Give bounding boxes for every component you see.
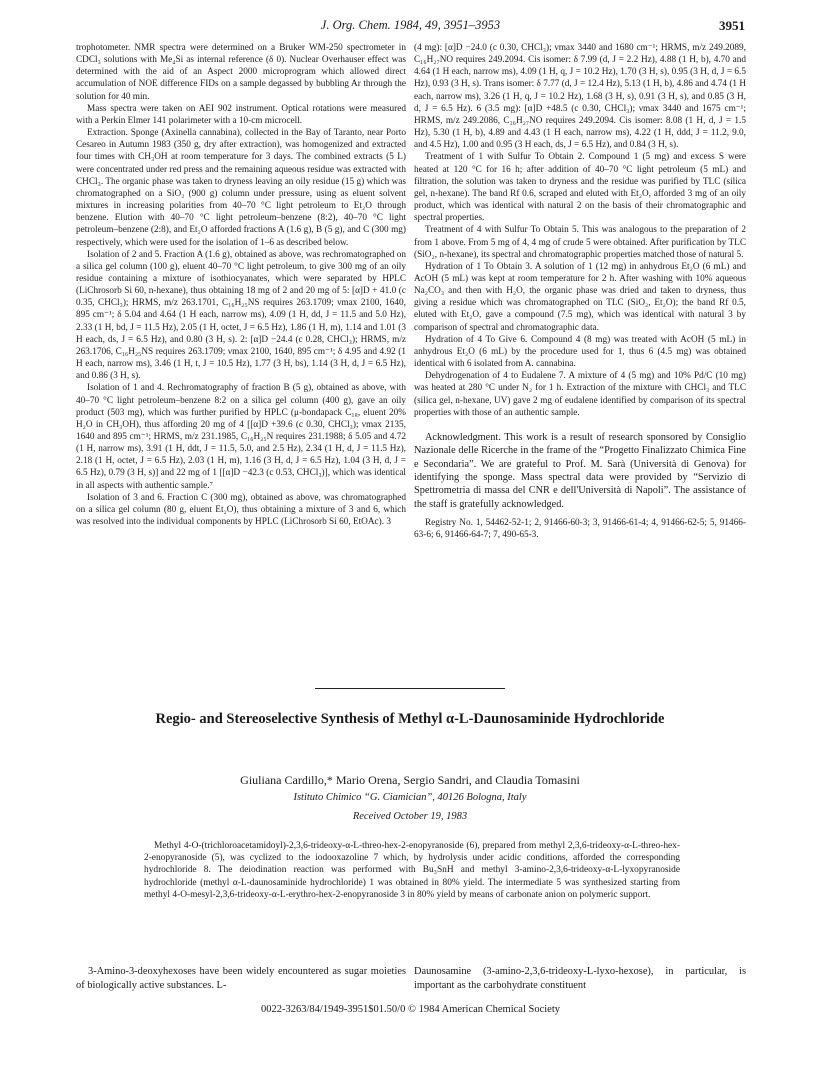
- acknowledgment: Acknowledgment. This work is a result of research sponsored by Consiglio Nazionale delle Ricerche in the frame of the “Progetto Finalizzato Chimica Fine e Secondaria”. We are grateful to Prof. M. Sarà (Università di Genova) for identifying the sponge. Mass spectral data were provided by “Servizio di Spettrometria di massa del CNR e dell'Università di Napoli”. The assistance of the staff is gratefully acknowledged.: [414, 431, 746, 510]
- page-header: [76, 16, 745, 36]
- intro-left-text: 3-Amino-3-deoxyhexoses have been widely encountered as sugar moieties of biologically active substances. L-: [76, 966, 406, 991]
- intro-right-text: Daunosamine (3-amino-2,3,6-trideoxy-L-lyxo-hexose), in particular, is important as the carbohydrate constituent: [414, 966, 746, 991]
- article-title: Regio- and Stereoselective Synthesis of Methyl α-L-Daunosaminide Hydrochloride: [155, 711, 665, 727]
- page-number: 3951: [719, 18, 745, 33]
- abstract-text: Methyl 4-O-(trichloroacetamidoyl)-2,3,6-trideoxy-α-L-threo-hex-2-enopyranoside (6), prepared from methyl 2,3,6-trideoxy-α-L-threo-hex-2-enopyranoside (5), was cyclized to the iodooxazoline 7 which, by hydrolysis under acidic conditions, afforded the corresponding hydrochloride 8. The deiodination reaction was performed with Bu₃SnH and methyl 3-amino-2,3,6-trideoxy-α-L-lyxopyranoside hydrochloride (methyl α-L-daunosaminide hydrochloride) 1 was obtained in 80% yield. The intermediate 5 was synthesized starting from methyl 4-O-mesyl-2,3,6-trideoxy-α-L-erythro-hex-2-enopyranoside 3 in 80% yield by means of carbonate anion on polymeric support.: [144, 841, 680, 900]
- paragraph-isolation-3-6: Isolation of 3 and 6. Fraction C (300 mg), obtained as above, was chromatographed on a silica gel column (80 g, eluent Et₂O), thus obtaining a mixture of 3 and 6, which was resolved into the individual components by HPLC (LiChrosorb Si 60, EtOAc). 3: [76, 492, 406, 528]
- article-affiliation: Istituto Chimico “G. Ciamician”, 40126 Bologna, Italy: [293, 792, 527, 803]
- paragraph-mass-spectra: Mass spectra were taken on AEI 902 instrument. Optical rotations were measured with a Perkin Elmer 141 polarimeter with a 10-cm microcell.: [76, 103, 406, 126]
- paragraph-compound-data: (4 mg): [α]D −24.0 (c 0.30, CHCl₃); νmax 3440 and 1680 cm⁻¹; HRMS, m/z 249.2089, C₁₆H₂₇NO requires 249.2094. Cis isomer: δ 7.99 (d, J = 2.2 Hz), 4.88 (1 H, b), 4.70 and 4.64 (1 H each, narrow ms), 4.09 (1 H, q, J = 10.2 Hz), 1.70 (3 H, s), 0.95 (3 H, d, J = 6.5 Hz), 0.93 (3 H, s). Trans isomer: δ 7.77 (d, J = 12.4 Hz), 5.13 (1 H, b), 4.86 and 4.74 (1 H each, narrow ms), 3.26 (1 H, q, J = 10.2 Hz), 1.68 (3 H, s), 0.91 (3 H, s), and 0.85 (3 H, d, J = 6.5 Hz). 6 (3.5 mg): [α]D +48.5 (c 0.30, CHCl₃); νmax 3440 and 1675 cm⁻¹; HRMS, m/z 249.2086, C₁₆H₂₇NO requires 249.2094. Cis isomer: 8.08 (1 H, d, J = 1.5 Hz), 5.30 (1 H, b), 4.89 and 4.43 (1 H each, narrow ms), 4.22 (1 H, ddd, J = 11.2, 9.0, and 4.5 Hz), 1.00 and 0.95 (3 H each, ds, J = 6.5 Hz), and 0.84 (3 H, s).: [414, 43, 747, 151]
- page-footer: 0022-3263/84/1949-3951$01.50/0 © 1984 American Chemical Society: [260, 1004, 561, 1015]
- paragraph-isolation-2-5: Isolation of 2 and 5. Fraction A (1.6 g), obtained as above, was rechromatographed on a silica gel column (100 g), eluent 40–70 °C light petroleum, to give 300 mg of an oily residue containing a mixture of isothiocyanates, which were separated by HPLC (LiChrosorb Si 60, n-hexane), thus obtaining 18 mg of 2 and 20 mg of 5: [α]D + 41.0 (c 0.35, CHCl₃); HRMS, m/z 263.1701, C₁₆H₂₅NS requires 263.1709; νmax 2100, 1640, 895 cm⁻¹; δ 5.04 and 4.64 (1 H each, narrow ms), 4.09 (1 H, dd, J = 11.5 and 5.0 Hz), 2.33 (1 H, bd, J = 11.5 Hz), 2.05 (1 H, octet, J = 6.5 Hz), 1.86 (1 H, m), 1.14 and 1.01 (3 H each, ds, J = 6.5 Hz), and 0.80 (3 H, s). 2: [α]D −24.4 (c 0.28, CHCl₃); HRMS, m/z 263.1706, C₁₆H₂₅NS requires 263.1709; νmax 2100, 1640, 895 cm⁻¹; δ 4.95 and 4.92 (1 H each, narrow ms), 3.46 (1 H, t, J = 10.5 Hz), 1.77 (3 H, bs), 1.14 (3 H, d, J = 6.5 Hz), and 0.86 (3 H, s).: [76, 249, 406, 382]
- journal-citation: J. Org. Chem. 1984, 49, 3951–3953: [320, 18, 501, 32]
- paragraph-hydration-1: Hydration of 1 To Obtain 3. A solution of 1 (12 mg) in anhydrous Et₂O (6 mL) and AcOH (5 mL) was kept at room temperature for 2 h. After washing with 10% aqueous Na₂CO₃ and then with H₂O, the organic phase was dried and taken to dryness, thus giving a residue which was chromatographed on TLC (SiO₂, Et₂O); the band Rf 0.5, eluted with Et₂O, gave a compound (7.5 mg), which was identical with natural 3 by comparison of spectral and chromatographic data.: [414, 261, 746, 333]
- paragraph-hydration-4: Hydration of 4 To Give 6. Compound 4 (8 mg) was treated with AcOH (5 mL) in anhydrous Et₂O (6 mL) by the procedure used for 1, thus 6 (4.5 mg) was obtained identical with 6 isolated from A. cannabina.: [414, 334, 746, 370]
- paragraph-extraction: Extraction. Sponge (Axinella cannabina), collected in the Bay of Taranto, near Porto Cesareo in Autumn 1983 (350 g, dry after extraction), was homogenized and extracted four times with CH₃OH at room temperature for 3 days. The combined extracts (5 L) were concentrated under red press and the remaining aqueous residue was extracted with CHCl₃. The organic phase was taken to dryness leaving an oily residue (15 g) which was chromatographed on a SiO₂ (900 g) column under pressure, using as eluent solvent mixtures in increasing polarities from 40–70 °C light petroleum to Et₂O through benzene. Elution with 40–70 °C light petroleum–benzene (8:2), 40–70 °C light petroleum–benzene (2:8), and Et₂O afforded fractions A (1.6 g), B (5 g), and C (300 mg) respectively, which were used for the isolation of 1–6 as described below.: [76, 128, 406, 248]
- paragraph-dehydrogenation: Dehydrogenation of 4 to Eudalene 7. A mixture of 4 (5 mg) and 10% Pd/C (10 mg) was heated at 280 °C under N₂ for 1 h. Extraction of the mixture with CHCl₃ and TLC (silica gel, n-hexane, UV) gave 2 mg of eudalene identified by comparison of its spectral properties with those of an authentic sample.: [414, 371, 746, 418]
- article-authors: Giuliana Cardillo,* Mario Orena, Sergio Sandri, and Claudia Tomasini: [240, 773, 580, 787]
- paragraph-treatment-1: Treatment of 1 with Sulfur To Obtain 2. Compound 1 (5 mg) and excess S were heated at 120 °C for 16 h; after addition of 40–70 °C light petroleum (5 mL) and filtration, the solution was taken to dryness and the residue was purified by TLC (silica gel, n-hexane). The band Rf 0.6, scraped and eluted with Et₂O, afforded 3 mg of an oily product, which was identical with natural 2 on the basis of their chromatographic and spectral properties.: [414, 152, 746, 224]
- section-divider: [315, 688, 505, 689]
- article-abstract: [144, 840, 680, 901]
- left-column: [76, 42, 406, 528]
- paragraph-treatment-4: Treatment of 4 with Sulfur To Obtain 5. This was analogous to the preparation of 2 from 1 above. From 5 mg of 4, 4 mg of crude 5 were obtained. After purification by TLC (SiO₂, n-hexane), its spectral and chromatographic properties matched those of natural 5.: [414, 225, 746, 260]
- article-received-date: Received October 19, 1983: [352, 811, 468, 822]
- intro-left: [76, 965, 406, 992]
- paragraph-isolation-1-4: Isolation of 1 and 4. Rechromatography of fraction B (5 g), obtained as above, with 40–70 °C light petroleum–benzene 8:2 on a silica gel column (400 g), gave an oily product (503 mg), which was further purified by HPLC (μ-bondapack C₁₈, eluent 20% H₂O in CH₃OH), thus affording 20 mg of 4 [[α]D +39.6 (c 0.30, CHCl₃); νmax 2135, 1640 and 895 cm⁻¹; HRMS, m/z 231.1985, C₁₆H₂₅N requires 231.1988; δ 5.05 and 4.72 (1 H, narrow ms), 3.91 (1 H, ddt, J = 11.5, 5.0, and 2.5 Hz), 2.34 (1 H, d, J = 11.5 Hz), 2.18 (1 H, octet, J = 6.5 Hz), 2.03 (1 H, m), 1.16 (3 H, d, J = 6.5 Hz), 1.04 (3 H, d, J = 6.5 Hz), 0.79 (3 H, s)] and 22 mg of 1 [[α]D −42.3 (c 0.53, CHCl₃)], which was identical in all aspects with authentic sample.⁷: [76, 383, 406, 491]
- right-column: [414, 42, 746, 542]
- paragraph-spectra: trophotometer. NMR spectra were determined on a Bruker WM-250 spectrometer in CDCl₃ solutions with Me₄Si as internal reference (δ 0). Nuclear Overhauser effect was determined with the aid of an Aspect 2000 microprogram which allowed direct accumulation of NOE difference FIDs on a sample degassed by bubbling Ar through the solution for 40 min.: [76, 43, 406, 102]
- intro-right: [414, 965, 746, 992]
- registry-numbers: Registry No. 1, 54462-52-1; 2, 91466-60-3; 3, 91466-61-4; 4, 91466-62-5; 5, 91466-63-6; 6, 91466-64-7; 7, 490-65-3.: [414, 518, 746, 541]
